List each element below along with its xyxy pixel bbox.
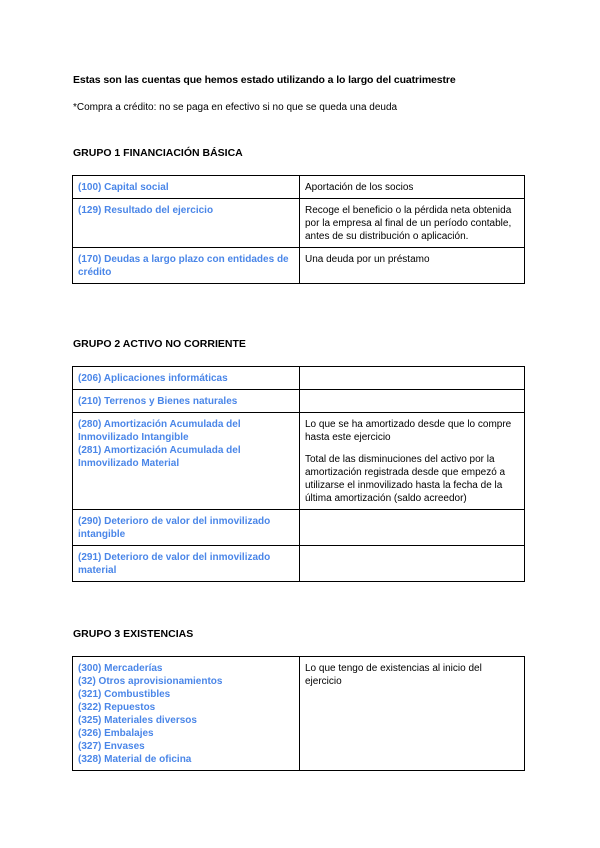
account-cell bbox=[73, 657, 300, 771]
account-cell: (100) Capital social bbox=[73, 176, 300, 199]
account-line: (32) Otros aprovisionamientos bbox=[78, 676, 223, 687]
account-line: (327) Envases bbox=[78, 741, 145, 752]
account-cell bbox=[73, 413, 300, 510]
account-line: (281) Amortización Acumulada del Inmovilizado Material bbox=[78, 445, 241, 469]
account-line: (325) Materiales diversos bbox=[78, 715, 197, 726]
description-cell: Aportación de los socios bbox=[300, 176, 525, 199]
description-cell: Una deuda por un préstamo bbox=[300, 248, 525, 284]
description-cell: Lo que tengo de existencias al inicio del ejercicio bbox=[300, 657, 525, 771]
table-row bbox=[73, 248, 525, 284]
table-row bbox=[73, 413, 525, 510]
group-2-heading: GRUPO 2 ACTIVO NO CORRIENTE bbox=[73, 338, 246, 350]
description-cell bbox=[300, 367, 525, 390]
credit-note: *Compra a crédito: no se paga en efectivo si no que se queda una deuda bbox=[73, 102, 398, 113]
table-row bbox=[73, 546, 525, 582]
group-1-heading: GRUPO 1 FINANCIACIÓN BÁSICA bbox=[73, 147, 243, 159]
description-cell bbox=[300, 510, 525, 546]
account-line: (280) Amortización Acumulada del Inmovilizado Intangible bbox=[78, 419, 241, 443]
account-line: (300) Mercaderías bbox=[78, 663, 163, 674]
table-row bbox=[73, 199, 525, 248]
description-line: Lo que se ha amortizado desde que lo compre hasta este ejercicio bbox=[305, 419, 512, 443]
table-row bbox=[73, 657, 525, 771]
description-cell bbox=[300, 413, 525, 510]
account-cell: (129) Resultado del ejercicio bbox=[73, 199, 300, 248]
table-row bbox=[73, 176, 525, 199]
account-cell: (206) Aplicaciones informáticas bbox=[73, 367, 300, 390]
table-row bbox=[73, 390, 525, 413]
account-line: (326) Embalajes bbox=[78, 728, 154, 739]
table-row bbox=[73, 367, 525, 390]
group-3-heading: GRUPO 3 EXISTENCIAS bbox=[73, 628, 194, 640]
account-cell: (290) Deterioro de valor del inmovilizado intangible bbox=[73, 510, 300, 546]
group-1-table bbox=[72, 175, 525, 284]
intro-text: Estas son las cuentas que hemos estado utilizando a lo largo del cuatrimestre bbox=[73, 74, 456, 86]
account-cell: (291) Deterioro de valor del inmovilizado material bbox=[73, 546, 300, 582]
account-cell: (170) Deudas a largo plazo con entidades de crédito bbox=[73, 248, 300, 284]
account-cell: (210) Terrenos y Bienes naturales bbox=[73, 390, 300, 413]
account-line: (321) Combustibles bbox=[78, 689, 171, 700]
group-2-table bbox=[72, 366, 525, 582]
account-line: (322) Repuestos bbox=[78, 702, 156, 713]
group-3-table bbox=[72, 656, 525, 771]
description-cell bbox=[300, 546, 525, 582]
account-line: (328) Material de oficina bbox=[78, 754, 192, 765]
description-cell: Recoge el beneficio o la pérdida neta obtenida por la empresa al final de un período contable, antes de su distribución o aplicación. bbox=[300, 199, 525, 248]
description-cell bbox=[300, 390, 525, 413]
description-line: Total de las disminuciones del activo por la amortización registrada desde que empezó a utilizarse el inmovilizado hasta la fecha de la última amortización (saldo acreedor) bbox=[305, 454, 506, 504]
table-row bbox=[73, 510, 525, 546]
